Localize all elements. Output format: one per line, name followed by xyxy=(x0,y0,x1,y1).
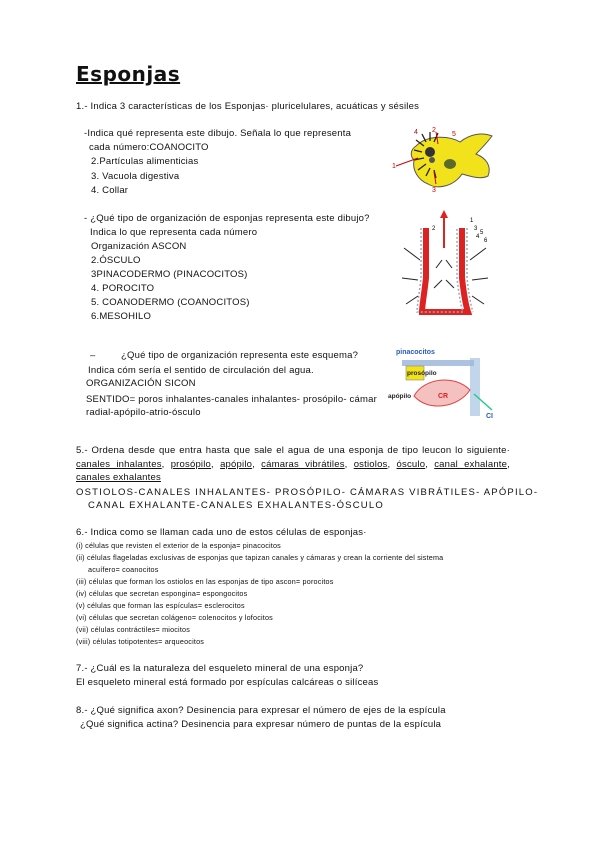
q4-line-1: Indica cóm sería el sentido de circulación del agua. xyxy=(88,365,314,376)
q3-line-6: 5. COANODERMO (COANOCITOS) xyxy=(91,297,250,308)
question-4: ¿Qué tipo de organización representa este esquema? xyxy=(121,350,359,361)
q3-line-1: Indica lo que representa cada número xyxy=(90,227,258,238)
q5-item: apópilo xyxy=(220,458,253,470)
fig1-label-5: 5 xyxy=(452,131,456,138)
ascon-figure xyxy=(396,208,496,328)
q2-line-4: 4. Collar xyxy=(91,185,129,196)
q5-intro: 5.- Ordena desde que entra hasta que sale el agua de una esponja de tipo leucon lo siguiente· xyxy=(76,445,510,456)
q6-item: (vi) células que secretan colágeno= colenocitos y lofocitos xyxy=(76,613,273,622)
q4-line-3: SENTIDO= poros inhalantes-canales inhalantes- prosópilo- cámar xyxy=(86,394,377,405)
fig2-label-2: 2 xyxy=(432,226,436,232)
fig3-label-pinacocitos: pinacocitos xyxy=(396,349,435,356)
fig1-label-3: 3 xyxy=(432,187,436,194)
q4-line-4: radial-apópilo-atrio-ósculo xyxy=(86,407,201,418)
fig2-label-3: 3 xyxy=(474,226,478,232)
q3-line-5: 4. POROCITO xyxy=(91,283,155,294)
q3-line-2: Organización ASCON xyxy=(91,241,187,252)
q6-item: (v) células que forman las espículas= esclerocitos xyxy=(76,601,245,610)
fig2-label-1: 1 xyxy=(470,218,474,224)
fig1-label-4: 4 xyxy=(414,129,418,136)
question-8: 8.- ¿Qué significa axon? Desinencia para expresar el número de ejes de la espícula xyxy=(76,705,446,716)
q5-item: ósculo xyxy=(396,458,426,470)
question-1: 1.- Indica 3 características de los Esponjas· pluricelulares, acuáticas y sésiles xyxy=(76,101,420,112)
q5-answer-2: CANAL EXHALANTE-CANALES EXHALANTES-ÓSCULO xyxy=(88,500,384,511)
q5-item: canales exhalantes xyxy=(76,472,161,483)
question-2: -Indica qué representa este dibujo. Señala lo que representa xyxy=(84,128,352,139)
q6-item: (iii) células que forman los ostiolos en las esponjas de tipo ascon= porocitos xyxy=(76,577,334,586)
fig2-label-5: 5 xyxy=(480,230,484,236)
q3-line-7: 6.MESOHILO xyxy=(91,311,152,322)
q6-item: acuífero= coanocitos xyxy=(88,565,159,574)
question-7: 7.- ¿Cuál es la naturaleza del esqueleto mineral de una esponja? xyxy=(76,663,364,674)
fig3-label-cr: CR xyxy=(438,393,449,400)
q4-dash: – xyxy=(90,350,96,361)
q6-item: (i) células que revisten el exterior de la esponja= pinacocitos xyxy=(76,541,281,550)
question-6: 6.- Indica como se llaman cada uno de estos células de esponjas· xyxy=(76,527,367,538)
q5-item: cámaras vibrátiles xyxy=(261,458,345,470)
q4-line-2: ORGANIZACIÓN SICON xyxy=(86,378,196,389)
q6-item: (vii) células contráctiles= miocitos xyxy=(76,625,191,634)
q7-answer: El esqueleto mineral está formado por espículas calcáreas o silíceas xyxy=(76,677,379,688)
q3-line-3: 2.ÓSCULO xyxy=(91,255,141,266)
fig2-label-4: 4 xyxy=(476,234,480,240)
q5-item: canal exhalante xyxy=(434,458,508,470)
q5-answer-1: OSTIOLOS-CANALES INHALANTES- PROSÓPILO- CÁMARAS VIBRÁTILES- APÓPILO- xyxy=(76,487,539,498)
q2-line-3: 3. Vacuola digestiva xyxy=(91,171,180,182)
q6-item: (viii) células totipotentes= arqueocitos xyxy=(76,637,205,646)
fig1-label-1: 1 xyxy=(392,163,396,170)
fig3-label-apopilo: apópilo xyxy=(388,393,412,400)
page-title: Esponjas xyxy=(76,62,181,86)
q2-line-2: 2.Partículas alimenticias xyxy=(91,156,199,167)
q5-item: ostiolos xyxy=(353,458,388,470)
q3-line-4: 3PINACODERMO (PINACOCITOS) xyxy=(91,269,248,280)
question-5: 5.- Ordena desde que entra hasta que sale el agua de una esponja de tipo leucon lo siguiente· canales inhalantes, prosópilo, apópilo, cámaras vibrátiles, ostiolos, ósculo, canal exhalante, canales exhalantes xyxy=(76,445,510,483)
q8-line-2: ¿Qué significa actina? Desinencia para expresar número de puntas de la espícula xyxy=(80,719,442,730)
sycon-figure xyxy=(384,344,500,424)
fig3-label-ci: CI xyxy=(486,413,493,420)
q5-item: canales inhalantes xyxy=(76,458,162,470)
q5-item: prosópilo xyxy=(170,458,212,470)
q6-item: (iv) células que secretan espongina= espongocitos xyxy=(76,589,248,598)
q6-item: (ii) células flageladas exclusivas de esponjas que tapizan canales y cámaras y crean la corriente del sistema xyxy=(76,553,444,562)
choanocyte-figure xyxy=(388,124,498,198)
fig3-label-prosopilo: prosópilo xyxy=(407,370,437,377)
fig2-label-6: 6 xyxy=(484,238,488,244)
q2-line-1: cada número:COANOCITO xyxy=(89,142,209,153)
fig1-label-2: 2 xyxy=(432,127,436,134)
question-3: - ¿Qué tipo de organización de esponjas representa este dibujo? xyxy=(84,213,370,224)
